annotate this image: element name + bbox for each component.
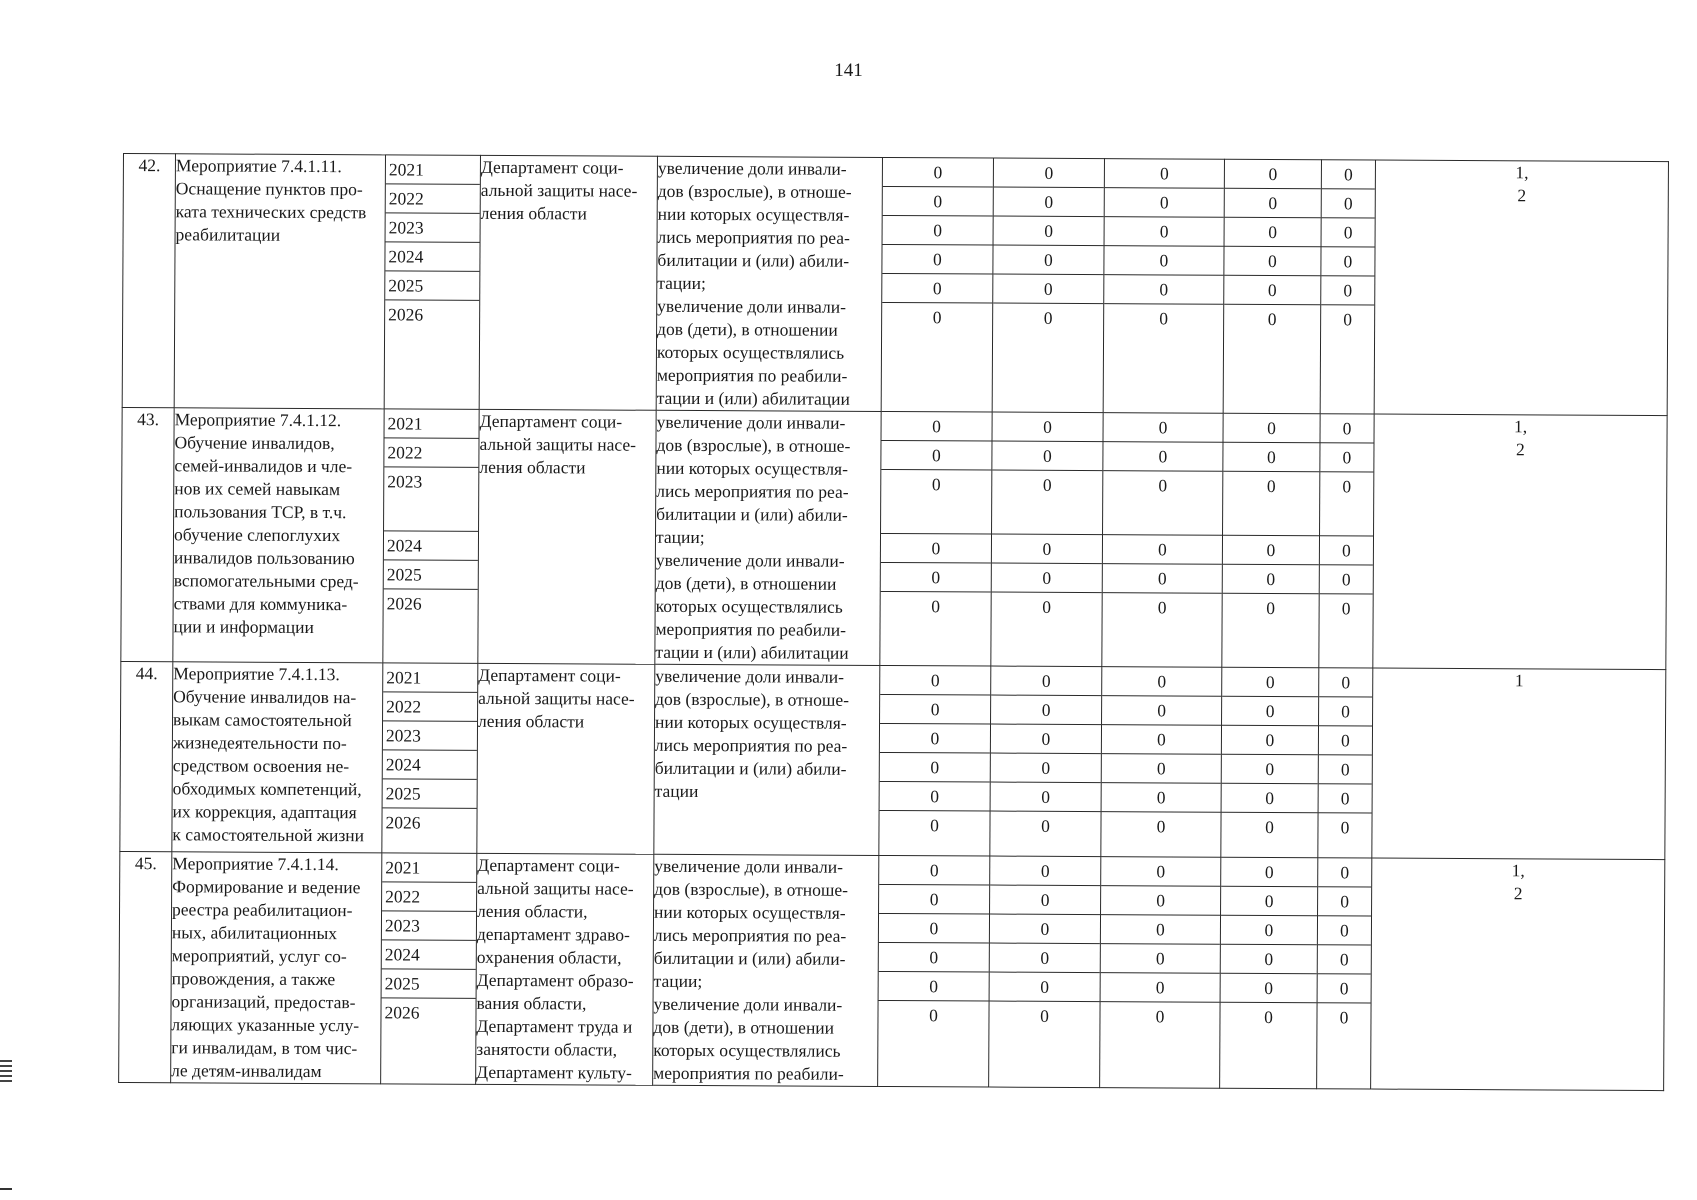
scan-edge-marks bbox=[0, 1060, 12, 1085]
value-cell: 0 bbox=[1322, 189, 1375, 218]
year: 2024 bbox=[382, 940, 476, 969]
funding-column-4 bbox=[1221, 667, 1319, 858]
funding-column-2 bbox=[991, 412, 1103, 667]
department-line: альной защиты насе- bbox=[477, 877, 634, 899]
expected-result bbox=[653, 854, 879, 1086]
result-line: увеличение доли инвали- bbox=[657, 157, 847, 179]
result-line: нии которых осуществля- bbox=[653, 901, 846, 923]
value-cell: 0 bbox=[990, 915, 1100, 945]
indicator-reference-line: 2 bbox=[1513, 883, 1523, 904]
funding-column-2 bbox=[989, 856, 1101, 1088]
result-line: тации и (или) абилитации bbox=[656, 387, 850, 409]
value-cell: 0 bbox=[1222, 784, 1318, 814]
result-line: билитации и (или) абили- bbox=[657, 249, 850, 271]
value-cell: 0 bbox=[990, 973, 1100, 1003]
value-cell: 0 bbox=[1102, 725, 1221, 755]
result-line: тации и (или) абилитации bbox=[655, 641, 849, 663]
value-cell: 0 bbox=[880, 695, 990, 725]
year: 2025 bbox=[383, 779, 477, 808]
value-cell: 0 bbox=[991, 754, 1101, 784]
result-line: нии которых осуществля- bbox=[656, 457, 849, 479]
value-cell: 0 bbox=[1318, 945, 1371, 974]
result-line: увеличение доли инвали- bbox=[654, 855, 844, 877]
table-row bbox=[120, 661, 1666, 859]
value-cell: 0 bbox=[1040, 1005, 1049, 1026]
result-line: увеличение доли инвали- bbox=[653, 993, 843, 1015]
value-cell: 0 bbox=[929, 1005, 938, 1026]
result-line: увеличение доли инвали- bbox=[657, 295, 846, 317]
result-line: тации; bbox=[655, 526, 705, 548]
result-line: увеличение доли инвали- bbox=[655, 549, 845, 571]
row-number: 44. bbox=[120, 661, 173, 851]
department-line: ления области bbox=[480, 202, 587, 224]
indicator-reference bbox=[1371, 858, 1665, 1091]
table-body bbox=[119, 154, 1669, 1091]
result-line: тации; bbox=[657, 272, 706, 294]
result-line: дов (дети), в отношении bbox=[657, 318, 838, 340]
value-cell: 0 bbox=[991, 783, 1101, 813]
funding-column-4 bbox=[1222, 413, 1320, 668]
value-cell: 0 bbox=[1156, 816, 1166, 837]
indicator-reference-line: 1, bbox=[1513, 416, 1528, 437]
value-cell: 0 bbox=[1104, 246, 1223, 276]
measure-name-line: средством освоения не- bbox=[172, 755, 350, 777]
indicator-reference bbox=[1372, 668, 1666, 860]
value-cell: 0 bbox=[883, 216, 993, 246]
year: 2025 bbox=[385, 271, 479, 300]
value-cell: 0 bbox=[880, 666, 990, 696]
measure-name bbox=[172, 662, 383, 853]
measure-name bbox=[173, 408, 384, 663]
year: 2023 bbox=[384, 467, 478, 531]
year: 2022 bbox=[386, 184, 480, 213]
value-cell: 0 bbox=[1322, 160, 1375, 189]
year: 2021 bbox=[385, 409, 479, 438]
result-line: мероприятия по реабили- bbox=[655, 618, 847, 640]
table-row bbox=[122, 154, 1668, 416]
value-cell: 0 bbox=[1103, 535, 1222, 565]
value-cell: 0 bbox=[880, 753, 990, 783]
measure-name-line: Обучение инвалидов, bbox=[174, 432, 335, 454]
value-cell: 0 bbox=[882, 274, 992, 304]
funding-column-5 bbox=[1317, 858, 1372, 1089]
funding-column-5 bbox=[1319, 414, 1374, 668]
value-cell: 0 bbox=[1267, 308, 1277, 330]
result-line: увеличение доли инвали- bbox=[655, 665, 845, 687]
value-cell: 0 bbox=[1340, 817, 1350, 838]
value-cell: 0 bbox=[1222, 668, 1318, 698]
years-cell bbox=[382, 663, 478, 853]
value-cell: 0 bbox=[993, 413, 1103, 443]
indicator-reference-line: 1, bbox=[1511, 860, 1525, 881]
value-cell: 0 bbox=[1103, 442, 1222, 472]
value-cell: 0 bbox=[1221, 916, 1317, 946]
value-cell: 0 bbox=[1320, 443, 1373, 472]
value-cell: 0 bbox=[932, 307, 942, 328]
value-cell: 0 bbox=[880, 782, 990, 812]
value-cell: 0 bbox=[1103, 413, 1222, 443]
value-cell: 0 bbox=[1105, 188, 1224, 218]
value-cell: 0 bbox=[1265, 816, 1274, 838]
value-cell: 0 bbox=[1043, 307, 1053, 328]
department-line: Департамент соци- bbox=[480, 156, 624, 178]
value-cell: 0 bbox=[1319, 697, 1372, 726]
year: 2023 bbox=[383, 721, 477, 750]
value-cell: 0 bbox=[1318, 974, 1371, 1003]
result-line: билитации и (или) абили- bbox=[654, 757, 847, 779]
year: 2026 bbox=[384, 1002, 420, 1023]
value-cell: 0 bbox=[1221, 887, 1317, 917]
funding-column-1 bbox=[880, 411, 992, 666]
funding-column-4 bbox=[1220, 857, 1318, 1089]
value-cell: 0 bbox=[1320, 536, 1373, 565]
value-cell: 0 bbox=[879, 885, 989, 915]
result-line: лись мероприятия по реа- bbox=[656, 480, 849, 502]
measure-name-line: к самостоятельной жизни bbox=[172, 824, 365, 846]
measure-name-line: Мероприятие 7.4.1.12. bbox=[174, 409, 342, 431]
department-line: Департамент соци- bbox=[478, 664, 621, 686]
value-cell: 0 bbox=[1221, 945, 1317, 975]
department-line: альной защиты насе- bbox=[480, 179, 638, 201]
value-cell: 0 bbox=[992, 535, 1102, 565]
funding-column-1 bbox=[881, 157, 993, 412]
department-line: департамент здраво- bbox=[476, 923, 630, 945]
value-cell: 0 bbox=[1042, 596, 1052, 617]
value-cell: 0 bbox=[1266, 597, 1276, 619]
value-cell: 0 bbox=[992, 564, 1102, 594]
funding-column-3 bbox=[1103, 159, 1224, 414]
expected-result bbox=[655, 410, 881, 665]
measure-name-line: вспомогательными сред- bbox=[173, 570, 359, 592]
years-cell bbox=[384, 155, 480, 409]
measure-name-line: семей-инвалидов и чле- bbox=[174, 455, 353, 477]
measure-name-line: Формирование и ведение bbox=[172, 876, 361, 898]
year: 2021 bbox=[386, 155, 480, 184]
indicator-reference-line: 1, bbox=[1515, 162, 1529, 183]
year: 2026 bbox=[388, 304, 424, 325]
year: 2022 bbox=[384, 438, 478, 467]
measure-name-line: мероприятий, услуг со- bbox=[171, 945, 347, 967]
value-cell: 0 bbox=[1105, 217, 1224, 247]
funding-column-5 bbox=[1318, 668, 1373, 858]
row-number: 42. bbox=[122, 154, 175, 408]
value-cell: 0 bbox=[883, 187, 993, 217]
measure-name-line: их коррекция, адаптация bbox=[172, 801, 357, 823]
result-line: билитации и (или) абили- bbox=[653, 947, 846, 969]
value-cell: 0 bbox=[1101, 944, 1220, 974]
value-cell: 0 bbox=[990, 944, 1100, 974]
row-number: 45. bbox=[119, 851, 172, 1082]
value-cell: 0 bbox=[1319, 755, 1372, 784]
result-line: лись мероприятия по реа- bbox=[654, 734, 848, 756]
measure-name-line: жизнедеятельности по- bbox=[172, 732, 347, 754]
value-cell: 0 bbox=[1222, 726, 1318, 756]
year: 2024 bbox=[384, 531, 478, 560]
value-cell: 0 bbox=[1320, 565, 1373, 594]
value-cell: 0 bbox=[883, 158, 993, 188]
responsible-department bbox=[477, 663, 655, 854]
measure-name-line: обходимых компетенций, bbox=[172, 778, 362, 800]
measure-name-line: Мероприятие 7.4.1.11. bbox=[175, 155, 342, 177]
result-line: которых осуществлялись bbox=[655, 595, 843, 617]
result-line: мероприятия по реабили- bbox=[653, 1062, 844, 1084]
value-cell: 0 bbox=[1343, 309, 1353, 330]
measure-name-line: реестра реабилитацион- bbox=[171, 899, 353, 921]
value-cell: 0 bbox=[992, 442, 1102, 472]
measure-name-line: ката технических средств bbox=[175, 201, 367, 223]
funding-column-3 bbox=[1101, 667, 1222, 858]
indicator-reference-line: 1 bbox=[1514, 670, 1524, 691]
value-cell: 0 bbox=[1223, 565, 1319, 595]
value-cell: 0 bbox=[881, 563, 991, 593]
funding-column-1 bbox=[879, 665, 991, 856]
value-cell: 0 bbox=[1318, 887, 1371, 916]
value-cell: 0 bbox=[879, 914, 989, 944]
expected-result bbox=[654, 664, 880, 855]
department-line: альной защиты насе- bbox=[479, 433, 637, 455]
table-row bbox=[121, 407, 1667, 669]
value-cell: 0 bbox=[1223, 443, 1319, 473]
year: 2025 bbox=[384, 560, 478, 589]
department-line: Департамент культу- bbox=[476, 1061, 632, 1083]
value-cell: 0 bbox=[1319, 668, 1372, 697]
value-cell: 0 bbox=[1105, 159, 1224, 189]
department-line: альной защиты насе- bbox=[478, 687, 635, 709]
responsible-department bbox=[478, 409, 656, 664]
value-cell: 0 bbox=[1102, 696, 1221, 726]
result-line: дов (взрослые), в отноше- bbox=[655, 688, 850, 710]
value-cell: 0 bbox=[1101, 973, 1220, 1003]
measures-table bbox=[118, 153, 1669, 1091]
value-cell: 0 bbox=[1221, 974, 1317, 1004]
measures-sheet bbox=[118, 153, 1668, 1091]
result-line: дов (взрослые), в отноше- bbox=[656, 434, 851, 456]
measure-name-line: провождения, а также bbox=[171, 968, 336, 990]
year: 2025 bbox=[382, 969, 476, 998]
measure-name-line: ных, абилитационных bbox=[171, 922, 338, 944]
result-line: нии которых осуществля- bbox=[657, 203, 850, 225]
value-cell: 0 bbox=[881, 534, 991, 564]
measure-name bbox=[171, 852, 382, 1084]
value-cell: 0 bbox=[1223, 536, 1319, 566]
result-line: дов (взрослые), в отноше- bbox=[657, 180, 852, 202]
value-cell: 0 bbox=[1101, 857, 1220, 887]
measure-name-line: ле детям-инвалидам bbox=[171, 1060, 322, 1082]
value-cell: 0 bbox=[1321, 276, 1374, 305]
value-cell: 0 bbox=[990, 886, 1100, 916]
measure-name-line: инвалидов пользованию bbox=[173, 547, 355, 569]
result-line: которых осуществлялись bbox=[656, 341, 845, 363]
value-cell: 0 bbox=[1223, 414, 1319, 444]
value-cell: 0 bbox=[879, 856, 989, 886]
value-cell: 0 bbox=[990, 857, 1100, 887]
value-cell: 0 bbox=[993, 275, 1103, 305]
value-cell: 0 bbox=[1159, 308, 1169, 329]
value-cell: 0 bbox=[993, 246, 1103, 276]
value-cell: 0 bbox=[992, 471, 1102, 536]
result-line: тации; bbox=[653, 970, 703, 992]
result-line: лись мероприятия по реа- bbox=[657, 226, 850, 248]
measure-name-line: Оснащение пунктов про- bbox=[175, 178, 363, 200]
value-cell: 0 bbox=[882, 245, 992, 275]
value-cell: 0 bbox=[1102, 667, 1221, 697]
result-line: дов (взрослые), в отноше- bbox=[654, 878, 849, 900]
value-cell: 0 bbox=[1101, 915, 1220, 945]
value-cell: 0 bbox=[881, 441, 991, 471]
value-cell: 0 bbox=[1103, 471, 1222, 536]
value-cell: 0 bbox=[879, 943, 989, 973]
value-cell: 0 bbox=[1155, 1006, 1165, 1027]
result-line: билитации и (или) абили- bbox=[656, 503, 848, 525]
result-line: лись мероприятия по реа- bbox=[653, 924, 847, 946]
result-line: дов (дети), в отношении bbox=[653, 1016, 835, 1038]
funding-column-2 bbox=[990, 666, 1102, 857]
responsible-department bbox=[479, 155, 657, 410]
value-cell: 0 bbox=[1222, 697, 1318, 727]
value-cell: 0 bbox=[882, 412, 992, 442]
measure-name-line: Обучение инвалидов на- bbox=[173, 686, 357, 708]
department-line: Департамент труда и bbox=[476, 1015, 633, 1037]
department-line: вания области, bbox=[476, 992, 587, 1014]
value-cell: 0 bbox=[1264, 1006, 1273, 1028]
value-cell: 0 bbox=[1223, 472, 1319, 537]
department-line: Департамент соци- bbox=[479, 410, 623, 432]
year: 2022 bbox=[382, 882, 476, 911]
page-number: 141 bbox=[834, 60, 863, 81]
funding-column-2 bbox=[992, 158, 1104, 413]
result-line: тации bbox=[654, 780, 699, 802]
value-cell: 0 bbox=[991, 667, 1101, 697]
row-number: 43. bbox=[121, 407, 174, 661]
value-cell: 0 bbox=[1225, 218, 1321, 248]
result-line: мероприятия по реабили- bbox=[656, 364, 848, 386]
measure-name-line: реабилитации bbox=[175, 224, 281, 245]
value-cell: 0 bbox=[880, 724, 990, 754]
department-line: Департамент образо- bbox=[476, 969, 634, 991]
value-cell: 0 bbox=[1318, 858, 1371, 887]
value-cell: 0 bbox=[881, 470, 991, 535]
indicator-reference-line: 2 bbox=[1517, 185, 1527, 206]
value-cell: 0 bbox=[1319, 784, 1372, 813]
measure-name-line: пользования ТСР, в т.ч. bbox=[174, 501, 347, 523]
value-cell: 0 bbox=[1221, 858, 1317, 888]
funding-column-1 bbox=[878, 855, 990, 1087]
value-cell: 0 bbox=[994, 188, 1104, 218]
value-cell: 0 bbox=[1318, 916, 1371, 945]
year: 2022 bbox=[383, 692, 477, 721]
value-cell: 0 bbox=[1041, 815, 1050, 836]
result-line: которых осуществлялись bbox=[653, 1039, 841, 1061]
funding-column-3 bbox=[1102, 413, 1223, 668]
value-cell: 0 bbox=[1102, 783, 1221, 813]
department-line: занятости области, bbox=[476, 1038, 618, 1060]
measure-name-line: ляющих указанные услу- bbox=[171, 1014, 360, 1036]
value-cell: 0 bbox=[1320, 414, 1373, 443]
value-cell: 0 bbox=[1103, 564, 1222, 594]
value-cell: 0 bbox=[994, 217, 1104, 247]
value-cell: 0 bbox=[1339, 1007, 1349, 1028]
value-cell: 0 bbox=[930, 815, 939, 836]
value-cell: 0 bbox=[1157, 597, 1167, 618]
value-cell: 0 bbox=[991, 696, 1101, 726]
value-cell: 0 bbox=[1225, 160, 1321, 190]
value-cell: 0 bbox=[1322, 218, 1375, 247]
measure-name-line: ги инвалидам, в том чис- bbox=[171, 1037, 358, 1059]
value-cell: 0 bbox=[1104, 275, 1223, 305]
year: 2026 bbox=[386, 593, 422, 614]
years-cell bbox=[381, 853, 477, 1084]
measure-name-line: выкам самостоятельной bbox=[172, 709, 352, 731]
department-line: ления области bbox=[479, 456, 586, 478]
year: 2024 bbox=[383, 750, 477, 779]
years-cell bbox=[383, 409, 479, 663]
value-cell: 0 bbox=[991, 725, 1101, 755]
value-cell: 0 bbox=[931, 596, 941, 617]
value-cell: 0 bbox=[994, 159, 1104, 189]
responsible-department bbox=[476, 853, 654, 1085]
value-cell: 0 bbox=[1319, 726, 1372, 755]
funding-column-4 bbox=[1223, 159, 1321, 414]
scan-edge-dash bbox=[0, 1188, 12, 1190]
measure-name bbox=[174, 154, 385, 409]
value-cell: 0 bbox=[1320, 472, 1373, 536]
year: 2023 bbox=[382, 911, 476, 940]
department-line: охранения области, bbox=[476, 946, 622, 968]
year: 2026 bbox=[385, 812, 421, 833]
result-line: дов (дети), в отношении bbox=[655, 572, 837, 594]
department-line: ления области, bbox=[476, 900, 588, 922]
funding-column-3 bbox=[1100, 857, 1221, 1089]
measure-name-line: организаций, предостав- bbox=[171, 991, 356, 1013]
department-line: ления области bbox=[477, 710, 585, 732]
value-cell: 0 bbox=[1102, 754, 1221, 784]
indicator-reference bbox=[1374, 160, 1668, 416]
funding-column-5 bbox=[1320, 160, 1375, 414]
value-cell: 0 bbox=[1101, 886, 1220, 916]
table-row bbox=[119, 851, 1665, 1090]
measure-name-line: Мероприятие 7.4.1.13. bbox=[173, 663, 340, 685]
year: 2021 bbox=[383, 663, 477, 692]
value-cell: 0 bbox=[1224, 276, 1320, 306]
indicator-reference bbox=[1373, 414, 1667, 670]
measure-name-line: ствами для коммуника- bbox=[173, 593, 348, 615]
value-cell: 0 bbox=[1225, 189, 1321, 219]
result-line: увеличение доли инвали- bbox=[656, 411, 846, 433]
result-line: нии которых осуществля- bbox=[654, 711, 847, 733]
department-line: Департамент соци- bbox=[477, 854, 620, 876]
value-cell: 0 bbox=[1224, 247, 1320, 277]
value-cell: 0 bbox=[1341, 598, 1351, 619]
expected-result bbox=[656, 156, 882, 411]
measure-name-line: обучение слепоглухих bbox=[173, 524, 341, 546]
indicator-reference-line: 2 bbox=[1516, 439, 1525, 460]
year: 2023 bbox=[386, 213, 480, 242]
measure-name-line: ции и информации bbox=[173, 616, 314, 638]
measure-name-line: Мероприятие 7.4.1.14. bbox=[172, 853, 339, 875]
value-cell: 0 bbox=[879, 972, 989, 1002]
value-cell: 0 bbox=[1321, 247, 1374, 276]
value-cell: 0 bbox=[1222, 755, 1318, 785]
year: 2021 bbox=[382, 853, 476, 882]
year: 2024 bbox=[385, 242, 479, 271]
measure-name-line: нов их семей навыкам bbox=[174, 478, 341, 500]
